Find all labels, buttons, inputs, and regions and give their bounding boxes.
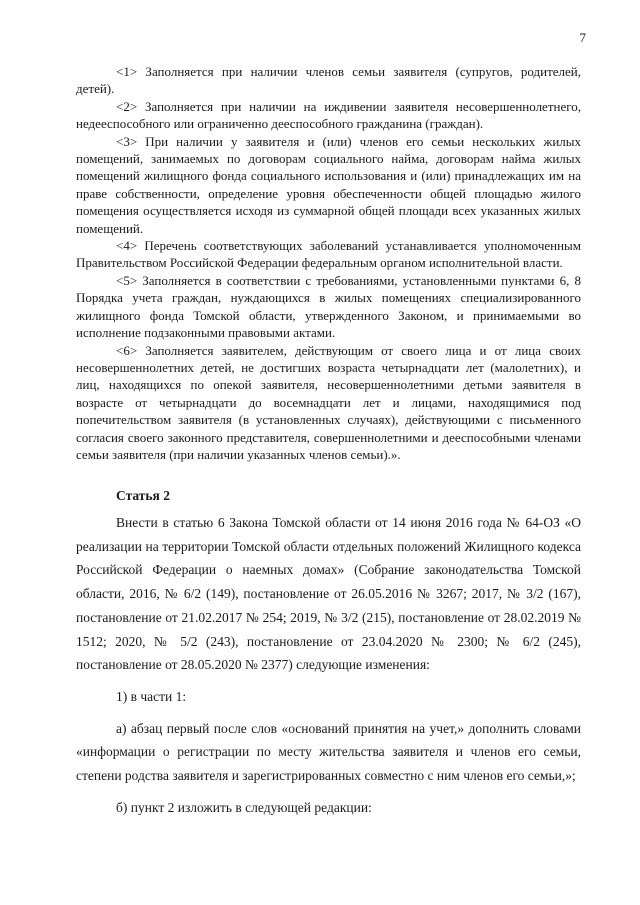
article-paragraph-item-1: 1) в части 1: — [116, 688, 187, 704]
page-number: 7 — [579, 30, 586, 45]
article-paragraph-item-a: а) абзац первый после слов «оснований принятия на учет,» дополнить словами «информации о регистрации по месту жительства заявителя и членов его семьи, степени родства заявителя и зарегистрированных совместно с ним членов его семьи,»; — [76, 720, 581, 784]
footnote-6: <6> Заполняется заявителем, действующим от своего лица и от лица своих несовершеннолетних детей, не достигших возраста четырнадцати лет (малолетних), и лиц, находящихся по опекой заявителя, несовершеннолетними детьми заявителя в возрасте от четырнадцати до восемнадцати лет и лицами, находящимися под попечительством заявителя (в установленных случаях), действующими с письменного согласия своего законного представителя, совершеннолетними и дееспособными членами семьи заявителя (при наличии указанных членов семьи).». — [76, 342, 581, 462]
article-paragraph-intro: Внести в статью 6 Закона Томской области от 14 июня 2016 года № 64-ОЗ «О реализации на территории Томской области отдельных положений Жилищного кодекса Российской Федерации о наемных домах» (Собрание законодательства Томской области, 2016, № 6/2 (149), постановление от 26.05.2016 № 3267; 2017, № 3/2 (167), постановление от 21.02.2017 № 254; 2019, № 3/2 (215), постановление от 28.02.2019 № 1512; 2020, № 5/2 (243), постановление от 23.04.2020 № 2300; № 6/2 (245), постановление от 28.05.2020 № 2377) следующие изменения: — [76, 515, 581, 673]
article-body — [76, 511, 581, 827]
footnote-3: <3> При наличии у заявителя и (или) членов его семьи нескольких жилых помещений, занимаемых по договорам социального найма, договорам найма жилых помещений жилищного фонда социального использования и (или) принадлежащих им на праве собственности, определение уровня обеспеченности общей площадью жилого помещения осуществляется исходя из суммарной общей площади всех указанных жилых помещений. — [76, 133, 581, 236]
article-paragraph-item-b: б) пункт 2 изложить в следующей редакции: — [116, 799, 372, 815]
footnote-1: <1> Заполняется при наличии членов семьи заявителя (супругов, родителей, детей). — [76, 64, 581, 97]
footnote-5: <5> Заполняется в соответствии с требованиями, установленными пунктами 6, 8 Порядка учета граждан, нуждающихся в жилых помещениях специализированного жилищного фонда Томской области, утвержденного Законом, и принимаемыми во исполнение подзаконными правовыми актами. — [76, 272, 581, 341]
footnote-4: <4> Перечень соответствующих заболеваний устанавливается уполномоченным Правительством Российской Федерации федеральным органом исполнительной власти. — [76, 238, 581, 271]
article-title: Статья 2 — [116, 488, 170, 503]
footnotes — [76, 63, 581, 463]
footnote-2: <2> Заполняется при наличии на иждивении заявителя несовершеннолетнего, недееспособного или ограниченно дееспособного гражданина (граждан). — [76, 98, 581, 132]
